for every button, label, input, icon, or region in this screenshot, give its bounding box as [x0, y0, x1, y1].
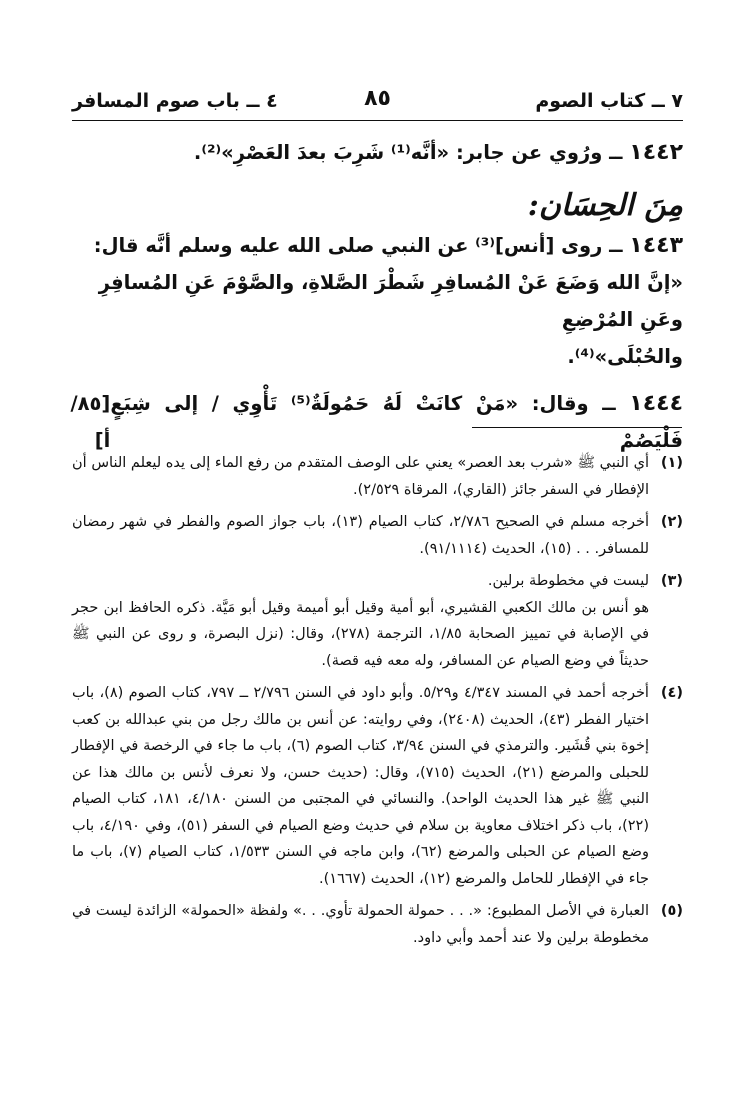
header-book-title: ٧ ــ كتاب الصوم — [535, 90, 683, 112]
hadith-number: ١٤٤٢ — [629, 140, 683, 165]
hadith-text: ــ ورُوي عن جابر: «أنَّه⁽¹⁾ شَرِبَ بعدَ العَصْرِ»⁽²⁾. — [193, 141, 623, 164]
header-chapter-title: ٤ ــ باب صوم المسافر — [72, 90, 278, 112]
footnote — [72, 568, 683, 674]
footnote-number: (٤) — [660, 685, 683, 701]
hadith-quote-line: «إنَّ الله وَضَعَ عَنْ المُسافِرِ شَطْرَ الصَّلاةِ، والصَّوْمَ عَنِ المُسافِرِ وعَنِ المُرْضِعِ — [98, 271, 683, 331]
footnotes — [72, 450, 683, 957]
footnote — [72, 898, 683, 951]
manuscript-reference: [٨٥/أ] — [70, 392, 111, 452]
running-header — [72, 86, 683, 121]
footnote-text: أخرجه مسلم في الصحيح ٢/٧٨٦، كتاب الصيام (١٣)، باب جواز الصوم والفطر في شهر رمضان للمسافر. . . (١٥)، الحديث (٩١/١١١٤). — [72, 514, 650, 557]
hadith-1444 — [55, 385, 683, 459]
section-heading: مِنَ الحِسَان: — [527, 188, 683, 223]
footnote-number: (١) — [660, 455, 683, 471]
footnote — [72, 450, 683, 503]
footnote-text: أخرجه أحمد في المسند ٤/٣٤٧ و٥/٢٩. وأبو داود في السنن ٢/٧٩٦ ــ ٧٩٧، كتاب الصوم (٨)، باب اختيار الفطر (٤٣)، الحديث (٢٤٠٨)، وفي روايته: عن أنس بن مالك رجل من بني عبدالله بن كعب إخوة بني قُشَير. والترمذي في السنن ٣/٩٤، كتاب الصوم (٦)، باب ما جاء في الرخصة في الإفطار للحبلى والمرضع (٢١)، الحديث (٧١٥)، وقال: (حديث حسن، ولا نعرف لأنس بن مالك هذا عن النبي ﷺ غير هذا الحديث الواحد). والنسائي في المجتبى من السنن ٤/١٨٠، ١٨١، كتاب الصيام (٢٢)، باب ذكر اختلاف معاوية بن سلام في حديث وضع الصيام في السفر (٥١)، وفي ٤/١٩٠، باب وضع الصيام عن الحبلى والمرضع (٦٢)، وابن ماجه في السنن ١/٥٣٣، كتاب الصيام (٧)، باب ما جاء في الإفطار للحامل والمرضع (١٢)، الحديث (١٦٦٧). — [72, 685, 650, 887]
hadith-intro: ــ روى [أنس]⁽³⁾ عن النبي صلى الله عليه وسلم أنَّه قال: — [93, 234, 623, 257]
footnote-number: (٥) — [660, 903, 683, 919]
page-number: ٨٥ — [364, 86, 391, 111]
hadith-text: ــ وقال: «مَنْ كانَتْ لَهُ حَمُولَةٌ⁽⁵⁾ تَأْوِي / إلى شِبَعٍ فَلْيَصُمْ — [110, 392, 683, 452]
footnote-text: ليست في مخطوطة برلين. — [487, 573, 649, 589]
hadith-number: ١٤٤٤ — [629, 391, 683, 416]
hadith-1443 — [55, 227, 683, 264]
footnote — [72, 680, 683, 892]
footnote-text: هو أنس بن مالك الكعبي القشيري، أبو أمية وقيل أبو أميمة وقيل أبو مَيَّة. ذكره الحافظ ابن حجر في الإصابة في تمييز الصحابة ١/٨٥، الترجمة (٢٧٨)، وقال: (نزل البصرة، و روى عن النبي ﷺ حديثاً في وضع الصيام عن المسافر، وله معه فيه قصة). — [72, 599, 650, 669]
footnote-number: (٢) — [660, 514, 683, 530]
main-text — [55, 134, 683, 459]
footnote-divider — [472, 427, 682, 428]
footnote-number: (٣) — [660, 573, 683, 589]
hadith-quote-line: والحُبْلَى»⁽⁴⁾. — [567, 345, 683, 368]
hadith-number: ١٤٤٣ — [629, 233, 683, 258]
footnote — [72, 509, 683, 562]
hadith-1442 — [55, 134, 683, 171]
footnote-text: العبارة في الأصل المطبوع: «. . . حمولة الحمولة تأوي. . .» ولفظة «الحمولة» الزائدة ليست في مخطوطة برلين ولا عند أحمد وأبي داود. — [72, 903, 649, 946]
footnote-text: أي النبي ﷺ «شرب بعد العصر» يعني على الوصف المتقدم من رفع الماء إلى يده ليعلم الناس أن الإفطار في السفر جائز (القاري)، المرقاة ٢/٥٢٩). — [72, 455, 649, 498]
